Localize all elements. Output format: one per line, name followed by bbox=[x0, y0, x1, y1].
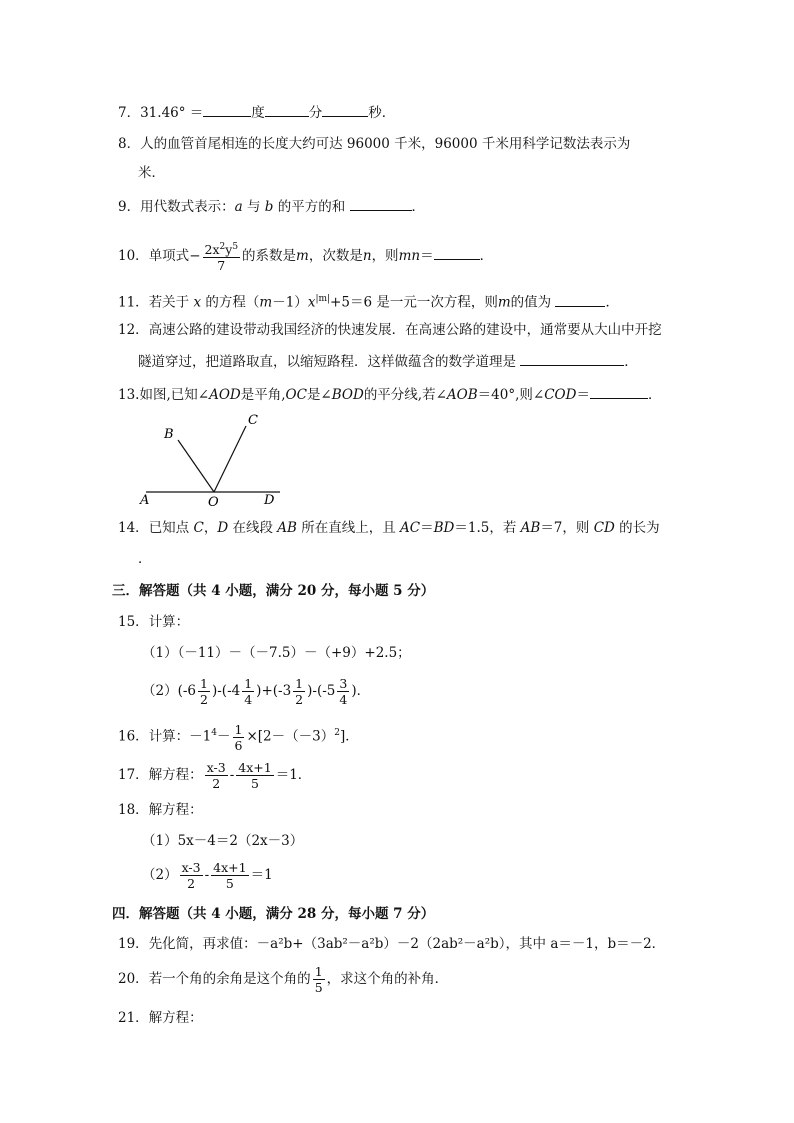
question-8 bbox=[118, 134, 630, 154]
question-9 bbox=[118, 196, 425, 217]
point-c: C bbox=[193, 520, 204, 536]
frac-num: 1 bbox=[234, 721, 243, 737]
frac-num: 1 bbox=[200, 676, 208, 691]
question-text: ＝7，则 bbox=[540, 520, 590, 536]
question-text: 所在直线上，且 bbox=[301, 520, 396, 536]
question-number: 20． bbox=[118, 971, 149, 987]
answer-blank-second[interactable] bbox=[322, 102, 368, 117]
angle-bod: BOD bbox=[331, 387, 364, 403]
answer-blank[interactable] bbox=[434, 245, 480, 260]
question-number: 13. bbox=[118, 387, 140, 403]
question-text: 的方程（ bbox=[205, 294, 260, 311]
question-number: 8． bbox=[118, 136, 141, 152]
unit-degree: 度 bbox=[251, 105, 265, 121]
ray-oc: OC bbox=[285, 387, 307, 403]
section-4-heading: 四．解答题（共 4 小题，满分 28 分，每小题 7 分） bbox=[112, 906, 435, 922]
var-x: x bbox=[193, 294, 202, 311]
question-text: ＝1.5，若 bbox=[454, 520, 517, 536]
question-number: 9． bbox=[118, 199, 141, 215]
question-14-cont bbox=[138, 549, 152, 569]
question-text: 的系数是 bbox=[242, 248, 297, 264]
minus-sign: － bbox=[217, 728, 231, 745]
unit-second: 秒． bbox=[368, 105, 396, 121]
frac-den: 6 bbox=[234, 737, 243, 753]
question-text: 人的血管首尾相连的长度大约可达 96000 千米，96000 千米用科学记数法表示为 bbox=[140, 136, 631, 152]
frac-num: 1 bbox=[295, 676, 304, 691]
exponent: 4 bbox=[211, 728, 218, 738]
minus-sign: - bbox=[204, 867, 210, 883]
question-text: 如图,已知∠ bbox=[139, 387, 210, 403]
exponent: 2 bbox=[334, 728, 340, 738]
question-text: 解方程： bbox=[148, 802, 203, 818]
question-text: ，则 bbox=[371, 248, 399, 264]
question-8-cont bbox=[138, 163, 165, 183]
question-number: 18． bbox=[118, 802, 149, 818]
question-text: ，次数是 bbox=[308, 248, 363, 264]
question-14 bbox=[118, 518, 660, 538]
label-b: B bbox=[164, 427, 174, 442]
section-3-heading: 三．解答题（共 4 小题，满分 20 分，每小题 5 分） bbox=[112, 583, 435, 599]
segment-ab: AB bbox=[520, 520, 541, 536]
part-label: （2） bbox=[142, 683, 178, 699]
question-text: 计算： bbox=[148, 614, 190, 630]
var-x: x bbox=[307, 294, 316, 311]
question-11 bbox=[118, 289, 619, 313]
question-15-part-2 bbox=[142, 674, 370, 708]
question-15-part-1: （1）（－11）－（－7.5）－（+9）+2.5； bbox=[142, 645, 411, 661]
frac-num-y: y bbox=[225, 242, 233, 258]
question-text: 先化简，再求值：－a²b+（3ab²－a²b）－2（2ab²－a²b），其中 a＝－1，b＝－2． bbox=[148, 936, 666, 952]
question-text: 与 bbox=[246, 199, 261, 215]
label-a: A bbox=[140, 493, 150, 508]
question-end: ． bbox=[411, 199, 425, 215]
mixed-whole: )+(-3 bbox=[256, 683, 292, 699]
question-12 bbox=[118, 320, 662, 340]
question-text: 是∠ bbox=[306, 387, 332, 403]
answer-blank[interactable] bbox=[590, 384, 648, 399]
frac-num: 3 bbox=[339, 676, 348, 691]
frac-num: 1 bbox=[244, 676, 253, 691]
frac-den: 5 bbox=[251, 776, 259, 791]
question-text: ×[2－（－3） bbox=[246, 728, 335, 745]
question-text: 解方程： bbox=[148, 767, 203, 783]
question-end: ． bbox=[479, 248, 494, 264]
label-c: C bbox=[248, 413, 258, 428]
question-text: 计算：－1 bbox=[148, 728, 212, 745]
question-text: ＝40°,则∠ bbox=[477, 387, 545, 403]
question-number: 17． bbox=[118, 767, 149, 783]
answer-blank[interactable] bbox=[555, 292, 605, 307]
question-end: ]． bbox=[339, 728, 359, 745]
segment-ac: AC bbox=[400, 520, 421, 536]
frac-num: x-3 bbox=[181, 860, 201, 875]
question-end: ＝1． bbox=[275, 767, 312, 783]
exponent: 5 bbox=[232, 241, 239, 252]
exponent: 2 bbox=[219, 241, 226, 252]
unit-minute: 分 bbox=[308, 105, 323, 121]
frac-den: 2 bbox=[200, 692, 208, 707]
answer-blank[interactable] bbox=[350, 196, 412, 211]
question-text: 的值为 bbox=[510, 294, 552, 311]
angle-value: 31.46° bbox=[140, 105, 186, 121]
question-number: 14． bbox=[118, 520, 149, 536]
frac-den: 5 bbox=[314, 980, 323, 995]
part-label: （2） bbox=[142, 867, 178, 883]
ray-oc bbox=[214, 426, 246, 492]
monomial-fraction bbox=[203, 240, 241, 273]
frac-num: 1 bbox=[314, 964, 323, 979]
question-number: 10． bbox=[118, 248, 149, 264]
question-end: ． bbox=[605, 294, 619, 311]
angle-aod: AOD bbox=[209, 387, 241, 403]
frac-den: 2 bbox=[187, 876, 196, 891]
question-text: +5＝6 是一元一次方程，则 bbox=[330, 294, 498, 311]
answer-blank-minute[interactable] bbox=[265, 102, 309, 117]
equals-sign: ＝ bbox=[189, 105, 204, 121]
minus-sign: - bbox=[229, 767, 235, 783]
question-15 bbox=[118, 612, 189, 632]
question-10 bbox=[118, 238, 493, 274]
question-end: )． bbox=[351, 683, 371, 699]
question-12-cont bbox=[138, 351, 638, 372]
var-m: m bbox=[259, 294, 273, 311]
angle-aob: AOB bbox=[446, 387, 478, 403]
frac-den: 7 bbox=[217, 258, 226, 274]
question-end: ． bbox=[647, 387, 662, 403]
frac-num: 4x+1 bbox=[213, 860, 247, 875]
question-17 bbox=[118, 758, 311, 792]
label-d: D bbox=[264, 493, 275, 508]
frac-num-coef: 2x bbox=[204, 242, 220, 258]
question-text: 的平方的和 bbox=[277, 199, 346, 215]
var-a: a bbox=[234, 199, 243, 215]
var-m: m bbox=[497, 294, 511, 311]
frac-den: 5 bbox=[225, 876, 234, 891]
segment-ab: AB bbox=[277, 520, 297, 536]
exponent: |m| bbox=[315, 294, 331, 304]
equals-sign: ＝ bbox=[576, 387, 590, 403]
question-number: 19． bbox=[118, 936, 149, 952]
question-text: 的平分线,若∠ bbox=[363, 387, 447, 403]
question-18-part-2 bbox=[142, 858, 273, 892]
label-o: O bbox=[208, 495, 219, 510]
mixed-whole: (-6 bbox=[177, 683, 197, 699]
question-text: 单项式 bbox=[148, 248, 190, 264]
answer-blank[interactable] bbox=[520, 351, 624, 366]
question-text: 在线段 bbox=[232, 520, 273, 536]
question-text: 解方程： bbox=[148, 1010, 203, 1026]
equals-sign: ＝ bbox=[420, 520, 434, 536]
ray-ob bbox=[178, 440, 214, 492]
question-21 bbox=[118, 1008, 203, 1028]
question-16 bbox=[118, 716, 359, 754]
question-end: ． bbox=[624, 354, 638, 370]
question-text: 高速公路的建设带动我国经济的快速发展．在高速公路的建设中，通常要从大山中开挖 bbox=[148, 322, 662, 338]
point-d: D bbox=[217, 520, 229, 536]
question-number: 7． bbox=[118, 105, 141, 121]
question-19 bbox=[118, 934, 665, 954]
var-b: b bbox=[264, 199, 274, 215]
var-mn: mn bbox=[398, 248, 421, 264]
answer-blank-degree[interactable] bbox=[203, 102, 251, 117]
question-13 bbox=[118, 384, 661, 405]
question-text: 米． bbox=[138, 165, 165, 181]
frac-den: 2 bbox=[295, 692, 304, 707]
question-number: 11． bbox=[118, 294, 149, 311]
question-text: 是平角, bbox=[240, 387, 286, 403]
question-text: ，求这个角的补角． bbox=[326, 971, 449, 987]
angle-diagram bbox=[138, 412, 288, 510]
question-number: 15． bbox=[118, 614, 149, 630]
question-number: 12． bbox=[118, 322, 149, 338]
question-text: 的长为 bbox=[619, 520, 660, 536]
frac-num: 4x+1 bbox=[238, 760, 272, 775]
question-number: 21． bbox=[118, 1010, 149, 1026]
question-text: －1） bbox=[272, 294, 308, 311]
question-text: ， bbox=[203, 520, 218, 536]
question-18-part-1: （1）5x－4＝2（2x－3） bbox=[142, 833, 304, 849]
question-number: 16． bbox=[118, 728, 149, 745]
question-end: ＝1 bbox=[250, 867, 273, 883]
question-20 bbox=[118, 962, 448, 996]
frac-den: 4 bbox=[339, 692, 348, 707]
frac-num: x-3 bbox=[206, 760, 226, 775]
segment-cd: CD bbox=[593, 520, 615, 536]
question-end: ． bbox=[138, 551, 152, 567]
frac-den: 4 bbox=[244, 692, 253, 707]
mixed-whole: )-(-4 bbox=[211, 683, 241, 699]
var-n: n bbox=[362, 248, 372, 264]
var-m: m bbox=[296, 248, 309, 264]
question-text: 隧道穿过，把道路取直，以缩短路程．这样做蕴含的数学道理是 bbox=[138, 354, 516, 370]
question-text: 已知点 bbox=[148, 520, 190, 536]
question-text: 若关于 bbox=[148, 294, 190, 311]
question-text: 用代数式表示： bbox=[140, 199, 235, 215]
mixed-whole: )-(-5 bbox=[307, 683, 336, 699]
question-text: 若一个角的余角是这个角的 bbox=[148, 971, 311, 987]
segment-bd: BD bbox=[433, 520, 455, 536]
question-7 bbox=[118, 102, 395, 123]
question-18 bbox=[118, 800, 203, 820]
angle-cod: COD bbox=[544, 387, 577, 403]
equals-sign: ＝ bbox=[420, 248, 434, 264]
minus-sign: − bbox=[189, 248, 201, 264]
frac-den: 2 bbox=[212, 776, 221, 791]
